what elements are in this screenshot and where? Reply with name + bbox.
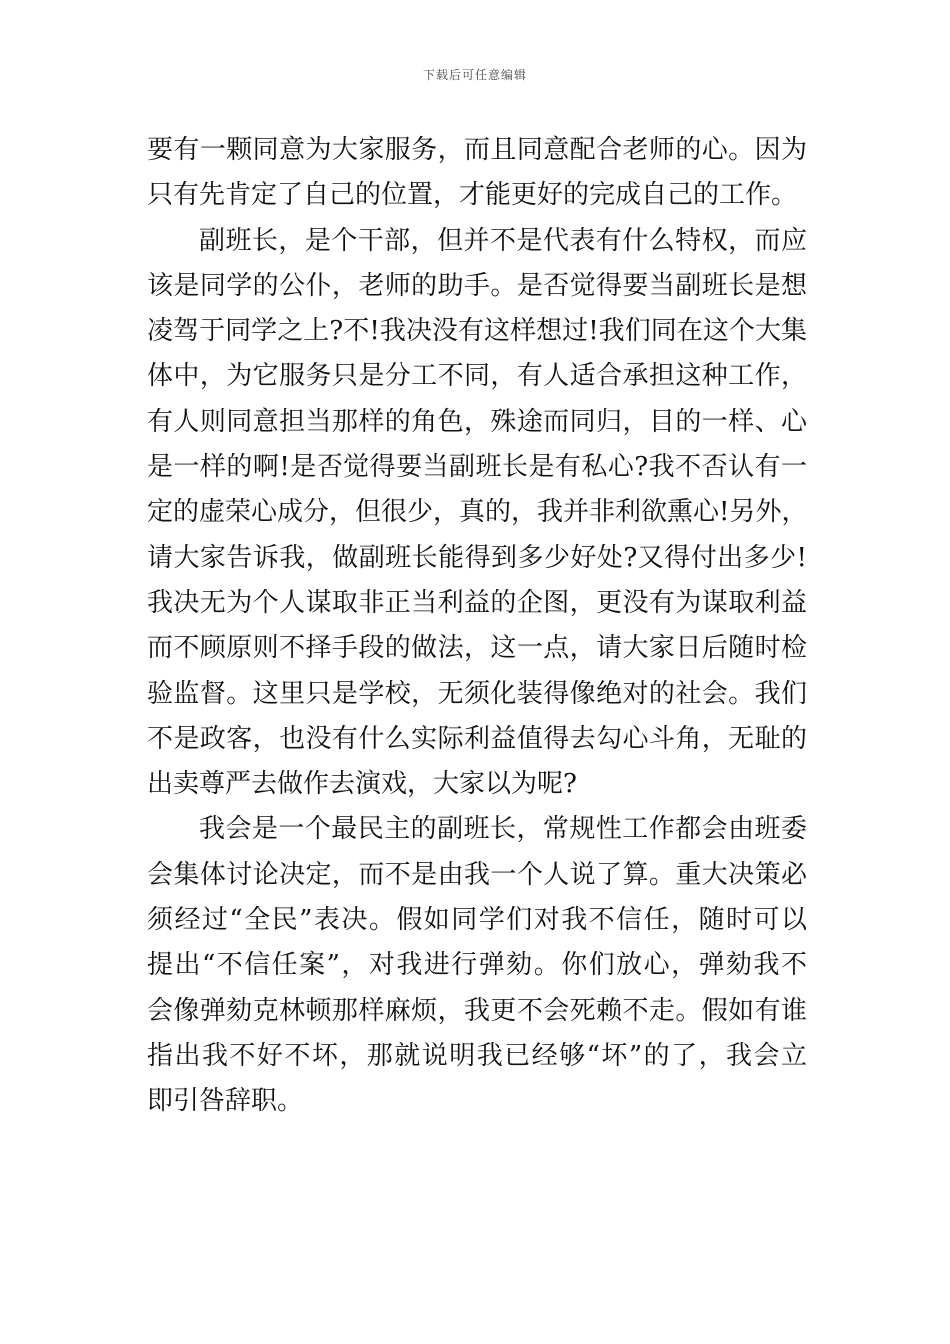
text-line: 我会是一个最民主的副班长，常规性工作都会由班委 [199, 814, 807, 845]
text-line: 我决无为个人谋取非正当利益的企图，更没有为谋取利益 [147, 587, 807, 618]
text-line: 该是同学的公仆，老师的助手。是否觉得要当副班长是想 [147, 270, 807, 301]
text-line: 请大家告诉我，做副班长能得到多少好处?又得付出多少! [147, 542, 807, 573]
text-line: 指出我不好不坏，那就说明我已经够“坏”的了，我会立 [147, 1040, 807, 1071]
text-line: 验监督。这里只是学校，无须化装得像绝对的社会。我们 [147, 678, 807, 709]
text-line: 定的虚荣心成分，但很少，真的，我并非利欲熏心!另外， [147, 497, 808, 528]
text-line: 凌驾于同学之上?不!我决没有这样想过!我们同在这个大集 [147, 316, 807, 347]
header-note: 下载后可任意编辑 [422, 68, 527, 82]
text-line: 要有一颗同意为大家服务，而且同意配合老师的心。因为 [147, 135, 807, 165]
text-line: 体中，为它服务只是分工不同，有人适合承担这种工作， [147, 361, 807, 392]
text-line: 提出“不信任案”，对我进行弹劾。你们放心，弹劾我不 [147, 950, 807, 981]
text-line: 须经过“全民”表决。假如同学们对我不信任，随时可以 [147, 905, 807, 936]
text-line: 出卖尊严去做作去演戏，大家以为呢? [147, 769, 577, 800]
paragraph-2 [147, 219, 807, 808]
text-line: 副班长，是个干部，但并不是代表有什么特权，而应 [199, 225, 807, 256]
text-line: 而不顾原则不择手段的做法，这一点，请大家日后随时检 [147, 633, 807, 664]
text-line: 即引咎辞职。 [147, 1086, 304, 1117]
text-line: 是一样的啊!是否觉得要当副班长是有私心?我不否认有一 [147, 452, 807, 483]
text-line: 有人则同意担当那样的角色，殊途而同归，目的一样、心 [147, 406, 807, 437]
document-body [147, 128, 807, 1125]
text-line: 不是政客，也没有什么实际利益值得去勾心斗角，无耻的 [147, 723, 807, 754]
text-line: 会集体讨论决定，而不是由我一个人说了算。重大决策必 [147, 859, 807, 890]
paragraph-3 [147, 807, 807, 1124]
text-line: 会像弹劾克林顿那样麻烦，我更不会死赖不走。假如有谁 [147, 995, 807, 1026]
text-line: 只有先肯定了自己的位置，才能更好的完成自己的工作。 [147, 180, 798, 211]
paragraph-1 [147, 128, 807, 219]
